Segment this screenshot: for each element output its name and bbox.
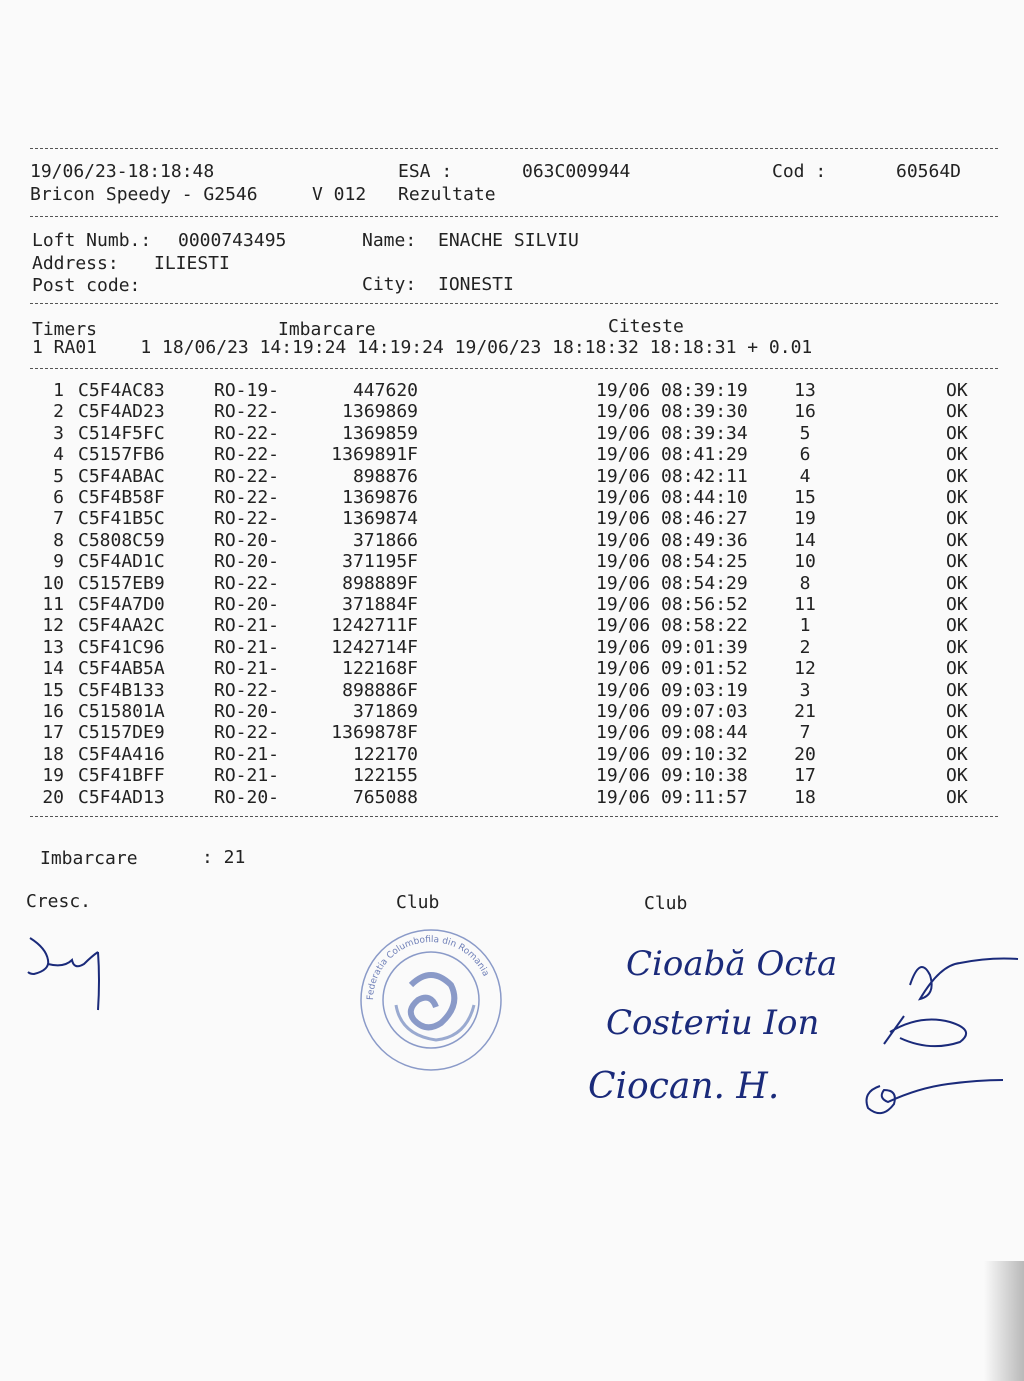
status: OK [946, 701, 968, 722]
status: OK [946, 380, 968, 401]
status: OK [946, 551, 968, 573]
timers-label: Timers [32, 319, 98, 340]
chip-id: C5F4AB5A [78, 658, 165, 680]
result-row [0, 594, 1024, 615]
rank: 4 [799, 465, 811, 487]
rank: 21 [794, 701, 816, 722]
rank: 13 [794, 380, 816, 401]
ring-country-year: RO-20- [214, 551, 280, 573]
status: OK [946, 444, 968, 466]
result-row [0, 380, 1024, 401]
divider-timers [30, 368, 998, 369]
club-stamp [356, 925, 506, 1075]
ring-country-year: RO-22- [214, 465, 280, 487]
ring-number: 371884F [342, 594, 418, 615]
ring-number: 447620 [352, 380, 418, 401]
ring-country-year: RO-20- [214, 701, 280, 722]
ring-number: 371866 [352, 529, 418, 551]
ring-number: 898876 [352, 465, 418, 487]
status: OK [946, 572, 968, 594]
ring-number: 1369878F [331, 722, 418, 744]
result-row [0, 722, 1024, 743]
result-row [0, 401, 1024, 422]
timers-imbarcare-label: Imbarcare [278, 319, 376, 340]
cod-label: Cod : [772, 161, 827, 182]
status: OK [946, 679, 968, 701]
status: OK [946, 422, 968, 444]
rank: 8 [799, 572, 811, 594]
ring-number: 898886F [342, 679, 418, 701]
arrival-time: 19/06 08:39:30 [596, 401, 748, 423]
chip-id: C514F5FC [78, 422, 165, 444]
result-row [0, 573, 1024, 594]
row-number: 7 [53, 508, 64, 530]
row-number: 15 [42, 679, 64, 701]
chip-id: C5808C59 [78, 529, 165, 551]
rank: 6 [799, 444, 811, 466]
arrival-time: 19/06 09:01:39 [596, 636, 748, 658]
chip-id: C5F4B58F [78, 487, 165, 508]
row-number: 17 [42, 722, 64, 744]
rank: 12 [794, 658, 816, 680]
device-name: Bricon Speedy - G2546 [30, 184, 258, 205]
chip-id: C5F4AD23 [78, 401, 165, 423]
row-number: 18 [42, 743, 64, 765]
ring-country-year: RO-21- [214, 615, 280, 637]
rank: 20 [794, 743, 816, 765]
status: OK [946, 765, 968, 787]
rank: 16 [794, 401, 816, 423]
svg-text:Federatia Columbofila din Roma: Federatia Columbofila din Romania [365, 934, 491, 1001]
divider-owner [30, 303, 998, 304]
postcode-label: Post code: [32, 275, 141, 296]
row-number: 10 [42, 572, 64, 594]
status: OK [946, 465, 968, 487]
rank: 5 [799, 422, 811, 444]
rank: 7 [799, 722, 811, 744]
loft-value: 0000743495 [178, 230, 287, 251]
rank: 11 [794, 594, 816, 615]
club-label-2: Club [644, 893, 688, 914]
ring-country-year: RO-22- [214, 508, 280, 530]
chip-id: C5F4AD13 [78, 786, 165, 808]
ring-number: 1369876 [342, 487, 418, 508]
ring-country-year: RO-22- [214, 679, 280, 701]
ring-number: 765088 [352, 786, 418, 808]
cresc-label: Cresc. [26, 891, 92, 912]
timers-citeste-label: Citeste [608, 316, 684, 337]
report-type: Rezultate [398, 184, 496, 205]
row-number: 13 [42, 636, 64, 658]
ring-country-year: RO-22- [214, 572, 280, 594]
result-row [0, 637, 1024, 658]
chip-id: C5F4AC83 [78, 380, 165, 401]
imbarcare-total-value: : 21 [202, 847, 246, 868]
club-signature-2-mark [880, 1008, 980, 1058]
status: OK [946, 508, 968, 530]
city-value: IONESTI [438, 274, 514, 295]
arrival-time: 19/06 08:56:52 [596, 594, 748, 615]
arrival-time: 19/06 09:11:57 [596, 786, 748, 808]
row-number: 9 [53, 551, 64, 573]
result-row [0, 680, 1024, 701]
ring-country-year: RO-20- [214, 786, 280, 808]
arrival-time: 19/06 08:46:27 [596, 508, 748, 530]
breeder-signature [24, 930, 124, 1020]
chip-id: C5F4AD1C [78, 551, 165, 573]
row-number: 12 [42, 615, 64, 637]
divider-bottom [30, 816, 998, 817]
result-row [0, 466, 1024, 487]
chip-id: C5F4B133 [78, 679, 165, 701]
ring-number: 371195F [342, 551, 418, 573]
rank: 18 [794, 786, 816, 808]
ring-number: 1369869 [342, 401, 418, 423]
row-number: 11 [42, 594, 64, 615]
rank: 2 [799, 636, 811, 658]
arrival-time: 19/06 08:54:25 [596, 551, 748, 573]
arrival-time: 19/06 08:44:10 [596, 487, 748, 508]
ring-country-year: RO-21- [214, 658, 280, 680]
result-row [0, 765, 1024, 786]
rank: 15 [794, 487, 816, 508]
row-number: 3 [53, 422, 64, 444]
arrival-time: 19/06 09:10:38 [596, 765, 748, 787]
arrival-time: 19/06 09:08:44 [596, 722, 748, 744]
ring-number: 1369859 [342, 422, 418, 444]
chip-id: C5F4A416 [78, 743, 165, 765]
name-label: Name: [362, 230, 417, 251]
report-datetime: 19/06/23-18:18:48 [30, 161, 215, 182]
result-row [0, 551, 1024, 572]
ring-number: 371869 [352, 701, 418, 722]
chip-id: C5157DE9 [78, 722, 165, 744]
club-signature-1-mark [900, 945, 1020, 1005]
row-number: 4 [53, 444, 64, 466]
chip-id: C5F4A7D0 [78, 594, 165, 615]
status: OK [946, 743, 968, 765]
arrival-time: 19/06 09:01:52 [596, 658, 748, 680]
result-row [0, 615, 1024, 636]
rank: 19 [794, 508, 816, 530]
status: OK [946, 636, 968, 658]
status: OK [946, 658, 968, 680]
ring-country-year: RO-22- [214, 487, 280, 508]
ring-number: 1242714F [331, 636, 418, 658]
rank: 3 [799, 679, 811, 701]
ring-number: 1242711F [331, 615, 418, 637]
row-number: 19 [42, 765, 64, 787]
result-row [0, 658, 1024, 679]
city-label: City: [362, 274, 417, 295]
ring-number: 122168F [342, 658, 418, 680]
status: OK [946, 722, 968, 744]
scan-shadow [984, 1261, 1024, 1381]
arrival-time: 19/06 08:54:29 [596, 572, 748, 594]
status: OK [946, 487, 968, 508]
cod-value: 60564D [896, 161, 962, 182]
esa-value: 063C009944 [522, 161, 631, 182]
club-signature-3-mark [858, 1072, 1008, 1122]
chip-id: C5F4AA2C [78, 615, 165, 637]
chip-id: C5F41B5C [78, 508, 165, 530]
device-version: V 012 [312, 184, 367, 205]
divider-header [30, 216, 998, 217]
result-row [0, 744, 1024, 765]
arrival-time: 19/06 08:41:29 [596, 444, 748, 466]
status: OK [946, 401, 968, 423]
rank: 10 [794, 551, 816, 573]
timers-line: 1 RA01 1 18/06/23 14:19:24 14:19:24 19/06/23 18:18:32 18:18:31 + 0.01 [32, 337, 813, 358]
ring-number: 122155 [352, 765, 418, 787]
imbarcare-total-label: Imbarcare [40, 848, 138, 869]
club-signature-3: Ciocan. H. [588, 1066, 780, 1107]
name-value: ENACHE SILVIU [438, 230, 579, 251]
status: OK [946, 615, 968, 637]
address-label: Address: [32, 253, 119, 274]
rank: 1 [799, 615, 811, 637]
ring-number: 898889F [342, 572, 418, 594]
arrival-time: 19/06 08:39:19 [596, 380, 748, 401]
divider-top [30, 148, 998, 149]
club-signature-1: Cioabă Octa [626, 944, 838, 984]
arrival-time: 19/06 08:39:34 [596, 422, 748, 444]
ring-country-year: RO-21- [214, 636, 280, 658]
arrival-time: 19/06 09:07:03 [596, 701, 748, 722]
row-number: 16 [42, 701, 64, 722]
club-signature-2: Costeriu Ion [606, 1003, 820, 1043]
ring-country-year: RO-19- [214, 380, 280, 401]
ring-country-year: RO-20- [214, 529, 280, 551]
ring-country-year: RO-21- [214, 765, 280, 787]
result-row [0, 487, 1024, 508]
row-number: 8 [53, 529, 64, 551]
chip-id: C5157FB6 [78, 444, 165, 466]
ring-number: 1369874 [342, 508, 418, 530]
loft-label: Loft Numb.: [32, 230, 152, 251]
chip-id: C5F4ABAC [78, 465, 165, 487]
chip-id: C5F41C96 [78, 636, 165, 658]
chip-id: C515801A [78, 701, 165, 722]
row-number: 2 [53, 401, 64, 423]
result-row [0, 530, 1024, 551]
ring-country-year: RO-22- [214, 722, 280, 744]
club-label-1: Club [396, 892, 440, 913]
status: OK [946, 529, 968, 551]
arrival-time: 19/06 08:42:11 [596, 465, 748, 487]
result-row [0, 701, 1024, 722]
address-value: ILIESTI [154, 253, 230, 274]
ring-number: 1369891F [331, 444, 418, 466]
rank: 17 [794, 765, 816, 787]
chip-id: C5157EB9 [78, 572, 165, 594]
ring-country-year: RO-22- [214, 422, 280, 444]
row-number: 1 [53, 380, 64, 401]
ring-country-year: RO-20- [214, 594, 280, 615]
ring-country-year: RO-21- [214, 743, 280, 765]
ring-number: 122170 [352, 743, 418, 765]
result-row [0, 423, 1024, 444]
esa-label: ESA : [398, 161, 453, 182]
result-row [0, 787, 1024, 808]
chip-id: C5F41BFF [78, 765, 165, 787]
row-number: 5 [53, 465, 64, 487]
result-row [0, 508, 1024, 529]
arrival-time: 19/06 08:58:22 [596, 615, 748, 637]
result-row [0, 444, 1024, 465]
status: OK [946, 786, 968, 808]
arrival-time: 19/06 08:49:36 [596, 529, 748, 551]
status: OK [946, 594, 968, 615]
arrival-time: 19/06 09:03:19 [596, 679, 748, 701]
row-number: 20 [42, 786, 64, 808]
ring-country-year: RO-22- [214, 444, 280, 466]
arrival-time: 19/06 09:10:32 [596, 743, 748, 765]
rank: 14 [794, 529, 816, 551]
row-number: 6 [53, 487, 64, 508]
row-number: 14 [42, 658, 64, 680]
ring-country-year: RO-22- [214, 401, 280, 423]
